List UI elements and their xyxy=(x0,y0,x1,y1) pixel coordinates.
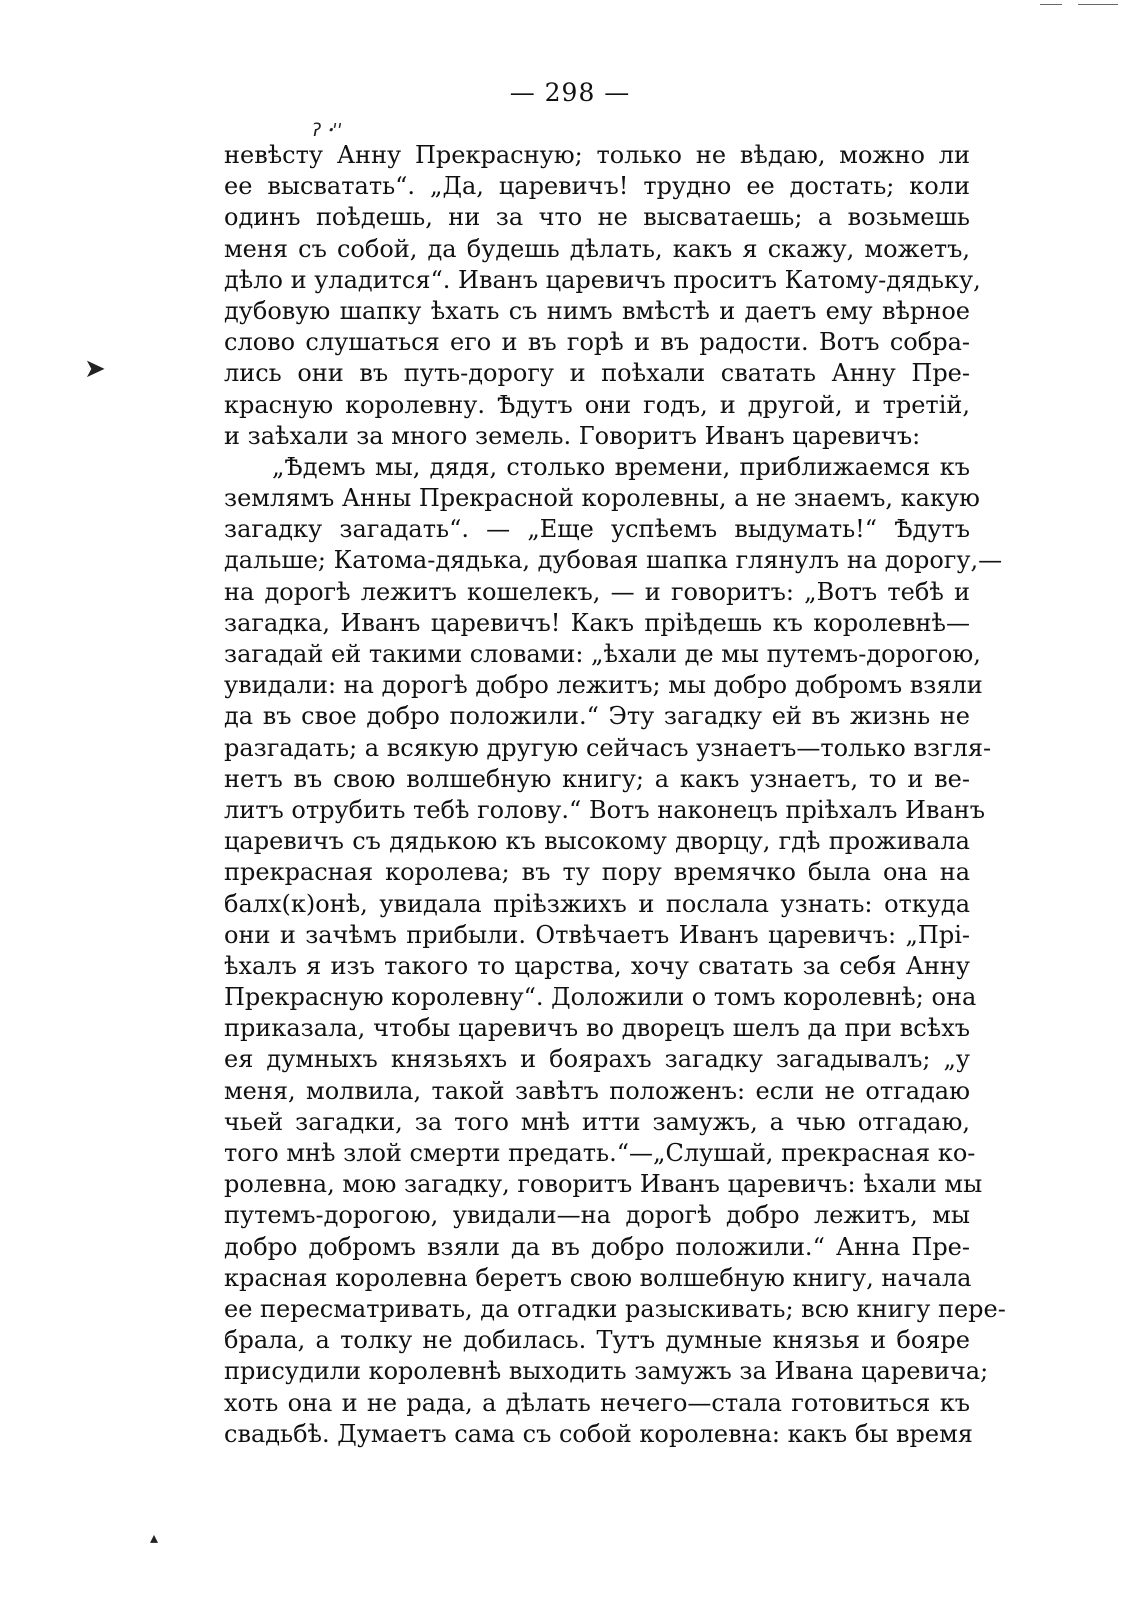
text-line: меня съ собой, да будешь дѣлать, какъ я скажу, можетъ, xyxy=(224,234,970,263)
text-line: ея думныхъ князьяхъ и боярахъ загадку загадывалъ; „у xyxy=(224,1045,970,1074)
text-line: разгадать; а всякую другую сейчасъ узнаетъ—только взгля- xyxy=(224,733,992,762)
text-line: Прекрасную королевну“. Доложили о томъ королевнѣ; она xyxy=(224,983,977,1012)
text-line: слово слушаться его и въ горѣ и въ радости. Вотъ собра- xyxy=(224,328,970,357)
text-line: загадка, Иванъ царевичъ! Какъ пріѣдешь къ королевнѣ— xyxy=(224,608,970,637)
text-line: того мнѣ злой смерти предать.“—„Слушай, прекрасная ко- xyxy=(224,1139,976,1167)
margin-annotation-mark: ʔ ꞏꞌꞌ xyxy=(312,120,343,141)
text-line: хоть она и не рада, а дѣлать нечего—стала готовиться къ xyxy=(224,1388,970,1417)
text-line: царевичъ съ дядькою къ высокому дворцу, гдѣ проживала xyxy=(224,827,970,856)
text-line: невѣсту Анну Прекрасную; только не вѣдаю, можно ли xyxy=(224,141,970,169)
text-line: лись они въ путь-дорогу и поѣхали сватать Анну Пре- xyxy=(224,359,970,388)
text-line: ее высватать“. „Да, царевичъ! трудно ее достать; коли xyxy=(224,172,970,201)
text-line: загадай ей такими словами: „ѣхали де мы путемъ-дорогою, xyxy=(224,640,981,668)
text-line: добро добромъ взяли да въ добро положили.“ Анна Пре- xyxy=(224,1232,970,1261)
text-line: дубовую шапку ѣхать съ нимъ вмѣстѣ и даетъ ему вѣрное xyxy=(224,296,970,325)
text-line: на дорогѣ лежитъ кошелекъ, — и говоритъ: „Вотъ тебѣ и xyxy=(224,577,970,606)
paragraph xyxy=(224,140,981,452)
text-line: красная королевна беретъ свою волшебную книгу, начала xyxy=(224,1263,972,1292)
text-line: литъ отрубить тебѣ голову.“ Вотъ наконецъ пріѣхалъ Иванъ xyxy=(224,795,986,824)
text-line: „Ѣдемъ мы, дядя, столько времени, приближаемся къ xyxy=(272,452,970,481)
text-line: нетъ въ свою волшебную книгу; а какъ узнаетъ, то и ве- xyxy=(224,764,970,793)
margin-ink-blot: ▴ xyxy=(150,1528,159,1547)
text-line: загадку загадать“. — „Еще успѣемъ выдумать!“ Ѣдутъ xyxy=(224,515,970,544)
paragraph xyxy=(224,452,1006,1450)
page-body-text xyxy=(224,140,1006,1450)
text-line: свадьбѣ. Думаетъ сама съ собой королевна: какъ бы время xyxy=(224,1419,973,1448)
text-line: красную королевну. Ѣдутъ они годъ, и другой, и третій, xyxy=(224,390,970,419)
text-line: дальше; Катома-дядька, дубовая шапка глянулъ на дорогу,— xyxy=(224,546,1003,575)
scan-edge-mark xyxy=(1078,4,1118,5)
text-line: чьей загадки, за того мнѣ итти замужъ, а чью отгадаю, xyxy=(224,1107,970,1136)
text-line: они и зачѣмъ прибыли. Отвѣчаетъ Иванъ царевичъ: „Прі- xyxy=(224,920,970,949)
scan-edge-mark xyxy=(1040,4,1062,5)
text-line: балх(к)онѣ, увидала пріѣзжихъ и послала узнать: откуда xyxy=(224,889,970,918)
text-line: одинъ поѣдешь, ни за что не высватаешь; а возьмешь xyxy=(224,203,970,232)
text-line: приказала, чтобы царевичъ во дворецъ шелъ да при всѣхъ xyxy=(224,1014,970,1043)
text-line: ролевна, мою загадку, говоритъ Иванъ царевичъ: ѣхали мы xyxy=(224,1170,983,1199)
text-line: дѣло и уладится“. Иванъ царевичъ проситъ Катому-дядьку, xyxy=(224,265,981,294)
margin-ink-blot: ➤ xyxy=(84,354,106,384)
text-line: и заѣхали за много земель. Говоритъ Иванъ царевичъ: xyxy=(224,421,921,450)
text-line: увидали: на дорогѣ добро лежитъ; мы добро добромъ взяли xyxy=(224,671,983,700)
text-line: землямъ Анны Прекрасной королевны, а не знаемъ, какую xyxy=(224,484,980,513)
text-line: присудили королевнѣ выходить замужъ за Ивана царевича; xyxy=(224,1357,989,1386)
text-line: брала, а толку не добилась. Тутъ думные князья и бояре xyxy=(224,1326,970,1355)
text-line: да въ свое добро положили.“ Эту загадку ей въ жизнь не xyxy=(224,702,970,731)
text-line: ее пересматривать, да отгадки разыскивать; всю книгу пере- xyxy=(224,1294,1006,1323)
text-line: прекрасная королева; въ ту пору времячко была она на xyxy=(224,858,970,887)
text-line: меня, молвила, такой завѣтъ положенъ: если не отгадаю xyxy=(224,1076,970,1105)
text-line: ѣхалъ я изъ такого то царства, хочу сватать за себя Анну xyxy=(224,951,970,980)
page-number: — 298 — xyxy=(509,78,631,107)
text-line: путемъ-дорогою, увидали—на дорогѣ добро лежитъ, мы xyxy=(224,1201,970,1230)
